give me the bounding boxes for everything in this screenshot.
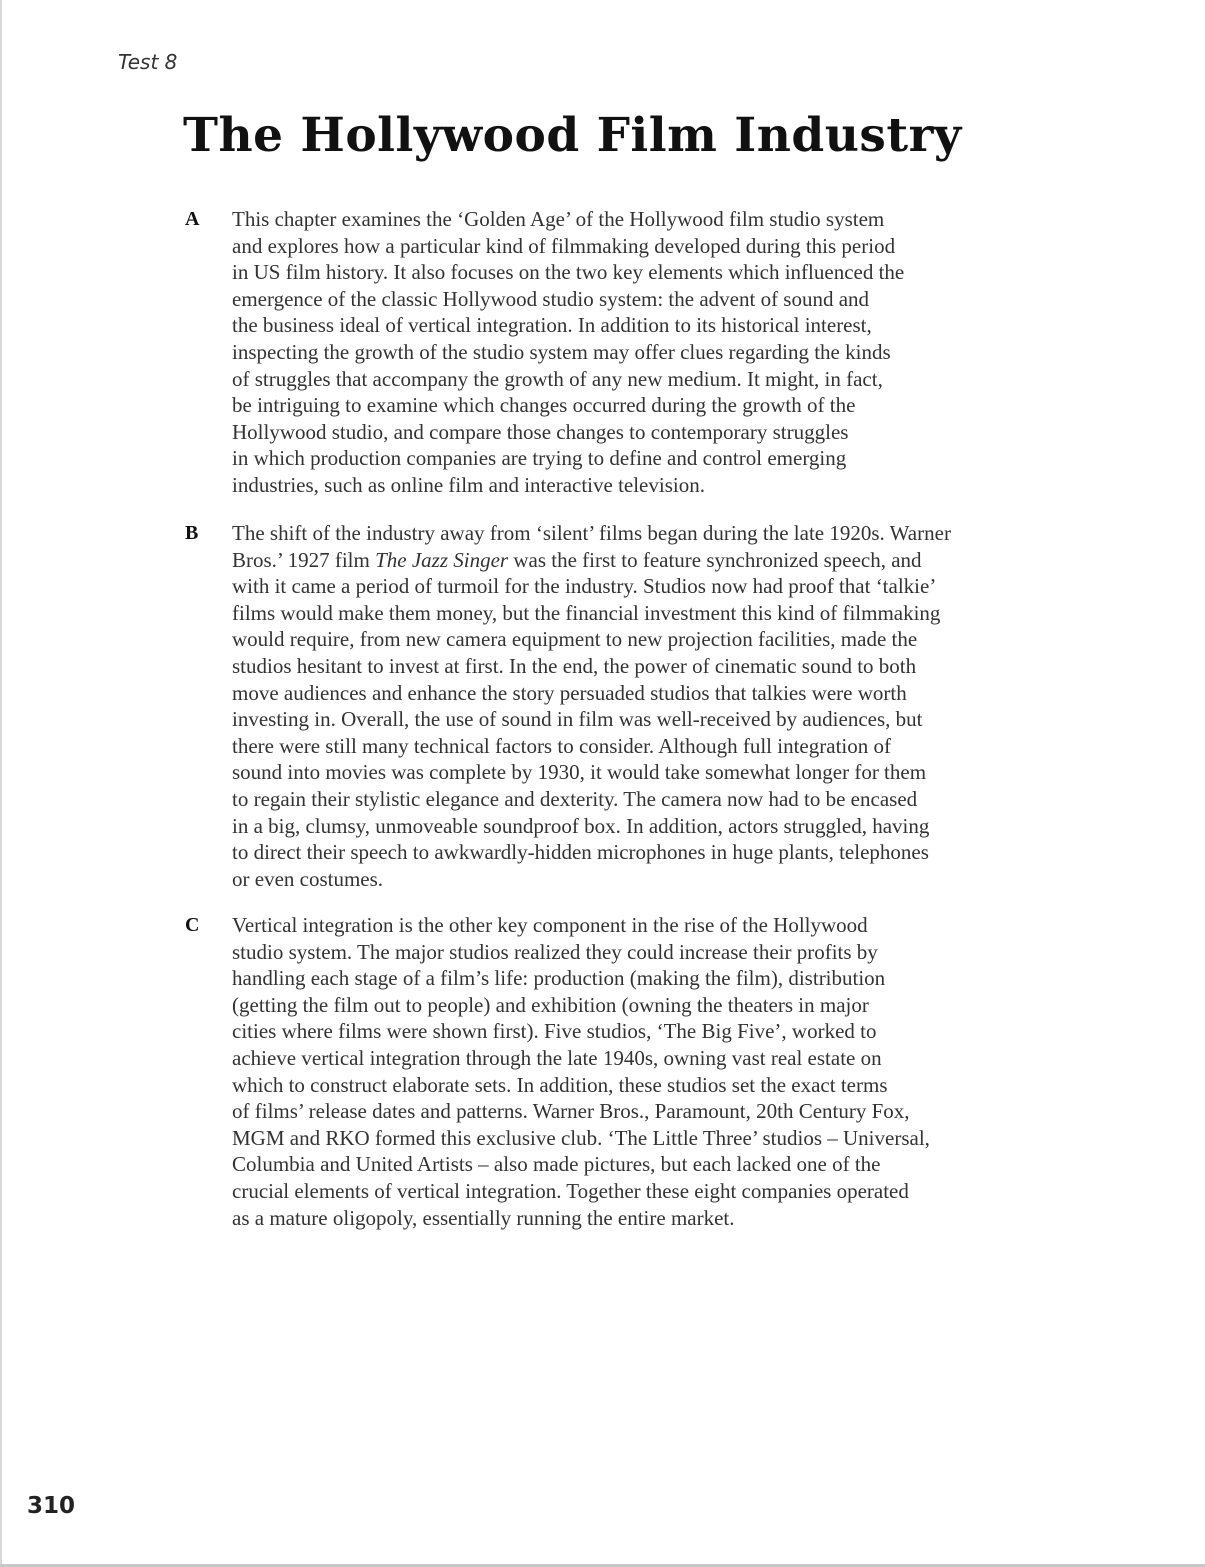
text-line: with it came a period of turmoil for the industry. Studios now had proof that ‘talkie’: [232, 574, 937, 599]
text-line: or even costumes.: [232, 866, 384, 891]
text-line: of films’ release dates and patterns. Warner Bros., Paramount, 20th Century Fox,: [232, 1099, 910, 1124]
text-line: Columbia and United Artists – also made pictures, but each lacked one of the: [232, 1152, 881, 1177]
section-body: [232, 206, 1047, 499]
text-line: cities where films were shown first). Five studios, ‘The Big Five’, worked to: [232, 1019, 877, 1044]
text-line: and explores how a particular kind of filmmaking developed during this period: [232, 233, 896, 258]
text-line: there were still many technical factors to consider. Although full integration of: [232, 733, 891, 758]
text-line: move audiences and enhance the story persuaded studios that talkies were worth: [232, 680, 907, 705]
text-line: industries, such as online film and interactive television.: [232, 472, 705, 497]
text-fragment: was the first to feature synchronized speech, and: [508, 547, 922, 572]
text-line: MGM and RKO formed this exclusive club. ‘The Little Three’ studios – Universal,: [232, 1125, 930, 1150]
text-line: [232, 547, 1047, 574]
section-body: [232, 912, 1047, 1231]
text-line: studios hesitant to invest at first. In the end, the power of cinematic sound to both: [232, 653, 917, 678]
text-line: films would make them money, but the financial investment this kind of filmmaking: [232, 600, 941, 625]
text-line: emergence of the classic Hollywood studio system: the advent of sound and: [232, 286, 870, 311]
text-line: sound into movies was complete by 1930, it would take somewhat longer for them: [232, 760, 927, 785]
text-line: be intriguing to examine which changes occurred during the growth of the: [232, 393, 856, 418]
text-line: of struggles that accompany the growth of any new medium. It might, in fact,: [232, 366, 883, 391]
text-line: Vertical integration is the other key component in the rise of the Hollywood: [232, 913, 868, 937]
section-letter: A: [185, 208, 200, 230]
text-line: to direct their speech to awkwardly-hidden microphones in huge plants, telephones: [232, 840, 929, 865]
text-line: in a big, clumsy, unmoveable soundproof box. In addition, actors struggled, having: [232, 813, 930, 838]
text-line: as a mature oligopoly, essentially running the entire market.: [232, 1205, 735, 1230]
text-line: in US film history. It also focuses on the two key elements which influenced the: [232, 260, 905, 285]
running-head: Test 8: [118, 50, 178, 74]
text-line: to regain their stylistic elegance and dexterity. The camera now had to be encased: [232, 786, 918, 811]
section-letter: C: [185, 914, 200, 936]
text-fragment: Bros.’ 1927 film: [232, 547, 376, 572]
page-number: 310: [27, 1493, 76, 1519]
text-line: achieve vertical integration through the late 1940s, owning vast real estate on: [232, 1045, 882, 1070]
text-line: which to construct elaborate sets. In addition, these studios set the exact terms: [232, 1072, 888, 1097]
section-letter: B: [185, 522, 199, 544]
page-title: The Hollywood Film Industry: [183, 108, 962, 163]
film-title: The Jazz Singer: [375, 547, 509, 572]
text-line: (getting the film out to people) and exhibition (owning the theaters in major: [232, 992, 869, 1017]
text-line: the business ideal of vertical integration. In addition to its historical interest,: [232, 313, 872, 338]
text-line: investing in. Overall, the use of sound in film was well-received by audiences, but: [232, 707, 923, 732]
text-line: studio system. The major studios realized they could increase their profits by: [232, 939, 878, 964]
page-edge: [0, 0, 2, 1567]
text-line: inspecting the growth of the studio system may offer clues regarding the kinds: [232, 339, 891, 364]
section-body: [232, 520, 1047, 892]
text-line: crucial elements of vertical integration. Together these eight companies operated: [232, 1178, 909, 1203]
text-line: would require, from new camera equipment to new projection facilities, made the: [232, 627, 918, 652]
text-line: Hollywood studio, and compare those changes to contemporary struggles: [232, 419, 849, 444]
text-line: handling each stage of a film’s life: production (making the film), distribution: [232, 966, 886, 991]
text-line: This chapter examines the ‘Golden Age’ of the Hollywood film studio system: [232, 207, 885, 231]
text-line: in which production companies are trying to define and control emerging: [232, 446, 847, 471]
text-line: The shift of the industry away from ‘silent’ films began during the late 1920s. Warner: [232, 521, 951, 545]
